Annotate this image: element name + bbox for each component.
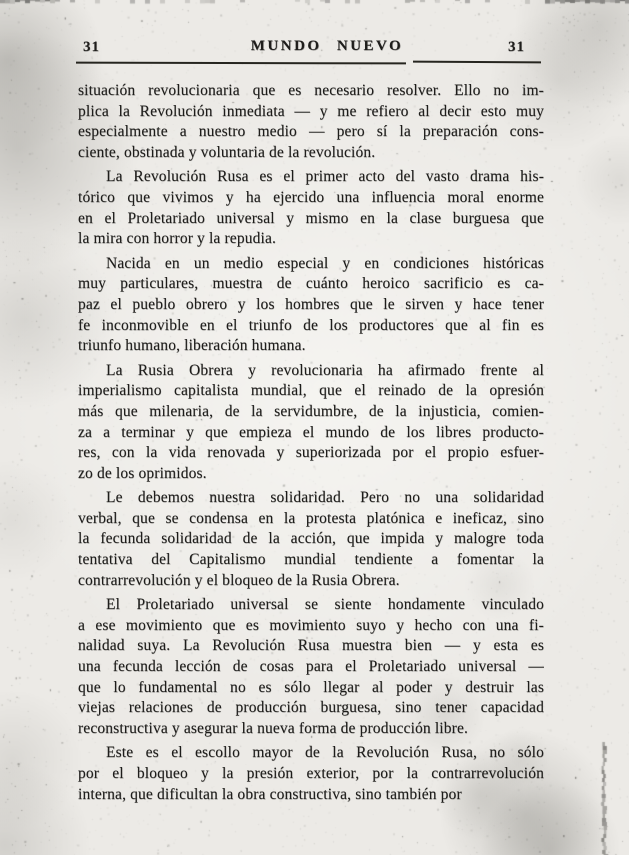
running-title: MUNDO NUEVO (250, 38, 404, 54)
text-line: la mira con horror y la repudia. (78, 230, 277, 248)
text-line: imperialismo capitalista mundial, que el reinado de la opresión (78, 382, 544, 400)
text-line: fe inconmovible en el triunfo de los productores que al fin es (78, 316, 544, 334)
text-line: interna, que dificultan la obra constructiva, sino también por (78, 785, 462, 803)
paragraph (78, 254, 544, 357)
text-line: ciente, obstinada y voluntaria de la revolución. (78, 143, 376, 161)
text-line: que lo fundamental no es sólo llegar al poder y destruir las (78, 678, 544, 696)
text-line: za a terminar y que empieza el mundo de los libres producto- (78, 423, 544, 441)
text-line: especialmente a nuestro medio — pero sí la preparación cons- (78, 123, 544, 141)
paragraph (78, 81, 544, 163)
text-line: una fecunda lección de cosas para el Proletariado universal — (78, 658, 544, 676)
text-line: Este es el escollo mayor de la Revolución Rusa, no sólo (106, 744, 544, 762)
text-line: triunfo humano, liberación humana. (78, 337, 306, 355)
text-line: paz el pueblo obrero y los hombres que le sirven y hace tener (78, 295, 544, 313)
text-line: por el bloqueo y la presión exterior, por la contrarrevolución (78, 765, 544, 782)
text-line: La Rusia Obrera y revolucionaria ha afirmado frente al (106, 361, 544, 379)
text-line: res, con la vida renovada y superiorizada por el propio esfuer- (78, 444, 544, 462)
text-line: plica la Revolución inmediata — y me refiero al decir esto muy (78, 102, 544, 120)
text-line: contrarrevolución y el bloqueo de la Rusia Obrera. (78, 571, 400, 589)
paragraph (78, 595, 544, 739)
paragraph (78, 488, 544, 591)
text-line: zo de los oprimidos. (78, 464, 207, 482)
text-line: nalidad suya. La Revolución Rusa muestra bien — y esta es (78, 637, 544, 655)
page-number-left: 31 (83, 39, 100, 55)
text-line: situación revolucionaria que es necesario resolver. Ello no im- (78, 82, 544, 99)
text-line: a ese movimiento que es movimiento suyo y hecho con una fi- (78, 616, 544, 634)
page-body (78, 81, 544, 809)
text-line: Nacida en un medio especial y en condiciones históricas (106, 254, 544, 272)
text-line: tórico que vivimos y ha ejercido una influencia moral enorme (78, 188, 544, 206)
paragraph (78, 743, 544, 805)
text-line: verbal, que se condensa en la protesta platónica e ineficaz, sino (78, 509, 544, 527)
text-line: La Revolución Rusa es el primer acto del vasto drama his- (106, 168, 544, 186)
paragraph (78, 361, 544, 485)
text-line: la fecunda solidaridad de la acción, que impida y malogre toda (78, 530, 544, 548)
page-header (0, 37, 629, 59)
text-line: El Proletariado universal se siente hondamente vinculado (106, 596, 544, 614)
text-line: muy particulares, muestra de cuánto heroico sacrificio es ca- (78, 275, 544, 293)
text-line: más que milenaria, de la servidumbre, de la injusticia, comien- (78, 402, 544, 420)
paragraph (78, 167, 544, 249)
text-line: en el Proletariado universal y mismo en la clase burguesa que (78, 209, 544, 227)
text-line: viejas relaciones de producción burguesa, sino tener capacidad (78, 699, 544, 717)
text-line: tentativa del Capitalismo mundial tendiente a fomentar la (78, 551, 544, 569)
page-number-right: 31 (508, 39, 525, 55)
text-line: reconstructiva y asegurar la nueva forma de producción libre. (78, 719, 469, 737)
text-line: Le debemos nuestra solidaridad. Pero no una solidaridad (106, 489, 544, 507)
